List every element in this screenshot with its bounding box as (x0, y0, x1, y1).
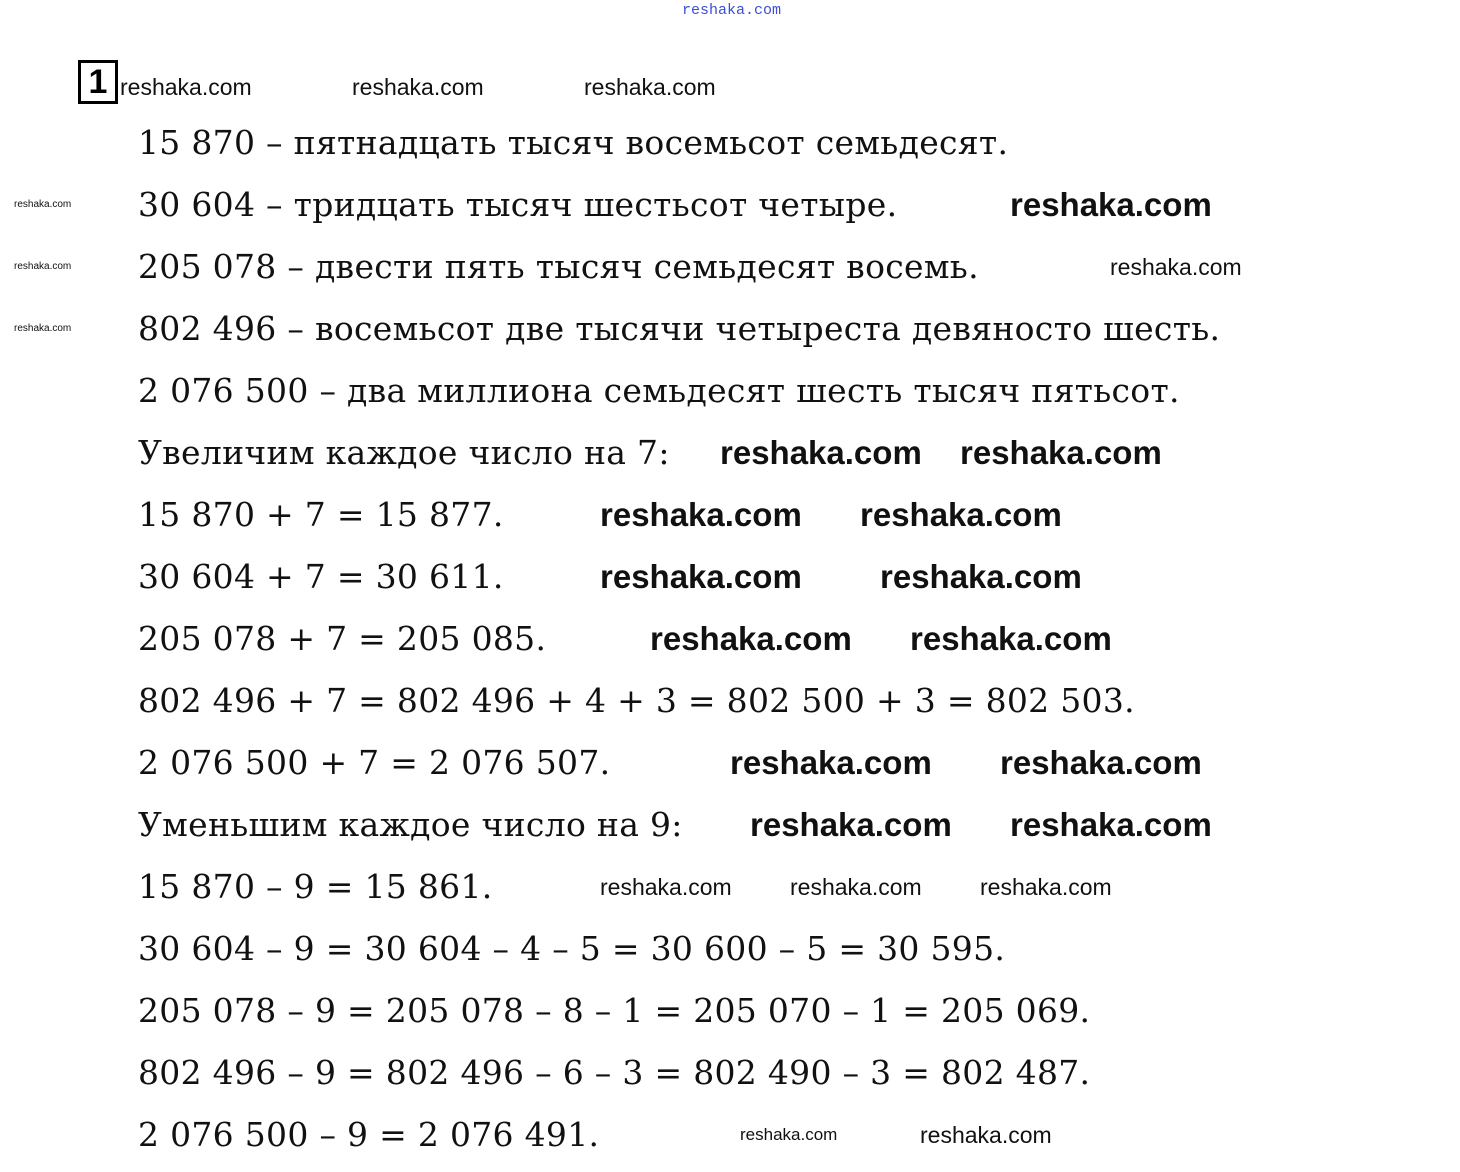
equation-line: 15 870 + 7 = 15 877. (138, 495, 504, 534)
watermark: reshaka.com (650, 620, 852, 657)
equation-line: 15 870 – 9 = 15 861. (138, 867, 493, 906)
text-line: 15 870 – пятнадцать тысяч восемьсот семьдесят. (138, 123, 1009, 162)
section-heading: Увеличим каждое число на 7: (138, 433, 670, 472)
watermark: reshaka.com (584, 74, 716, 100)
watermark: reshaka.com (120, 74, 252, 100)
watermark: reshaka.com (720, 434, 922, 471)
watermark: reshaka.com (910, 620, 1112, 657)
equation-line: 30 604 + 7 = 30 611. (138, 557, 504, 596)
equation-line: 802 496 + 7 = 802 496 + 4 + 3 = 802 500 + 3 = 802 503. (138, 681, 1135, 720)
watermark: reshaka.com (880, 558, 1082, 595)
watermark: reshaka.com (682, 2, 782, 19)
text-line: 2 076 500 – два миллиона семьдесят шесть тысяч пятьсот. (138, 371, 1180, 410)
watermark: reshaka.com (980, 874, 1112, 900)
equation-line: 802 496 – 9 = 802 496 – 6 – 3 = 802 490 – 3 = 802 487. (138, 1053, 1091, 1092)
text-line: 30 604 – тридцать тысяч шестьсот четыре. (138, 185, 898, 224)
watermark: reshaka.com (14, 323, 72, 334)
watermark: reshaka.com (1010, 806, 1212, 843)
watermark: reshaka.com (730, 744, 932, 781)
equation-line: 30 604 – 9 = 30 604 – 4 – 5 = 30 600 – 5 = 30 595. (138, 929, 1006, 968)
watermark: reshaka.com (1110, 254, 1242, 280)
watermark: reshaka.com (352, 74, 484, 100)
watermark: reshaka.com (750, 806, 952, 843)
watermark: reshaka.com (790, 874, 922, 900)
watermark: reshaka.com (600, 874, 732, 900)
section-heading: Уменьшим каждое число на 9: (138, 805, 683, 844)
watermark: reshaka.com (740, 1125, 838, 1144)
watermark: reshaka.com (600, 496, 802, 533)
watermark: reshaka.com (1000, 744, 1202, 781)
watermark: reshaka.com (600, 558, 802, 595)
watermark: reshaka.com (14, 261, 72, 272)
equation-line: 205 078 – 9 = 205 078 – 8 – 1 = 205 070 – 1 = 205 069. (138, 991, 1091, 1030)
watermark: reshaka.com (860, 496, 1062, 533)
watermark: reshaka.com (960, 434, 1162, 471)
equation-line: 2 076 500 + 7 = 2 076 507. (138, 743, 611, 782)
text-line: 205 078 – двести пять тысяч семьдесят восемь. (138, 247, 979, 286)
text-line: 802 496 – восемьсот две тысячи четыреста девяносто шесть. (138, 309, 1221, 348)
watermark: reshaka.com (14, 199, 72, 210)
task-number: 1 (78, 60, 118, 104)
equation-line: 2 076 500 – 9 = 2 076 491. (138, 1115, 600, 1154)
equation-line: 205 078 + 7 = 205 085. (138, 619, 547, 658)
watermark: reshaka.com (920, 1122, 1052, 1148)
watermark: reshaka.com (1010, 186, 1212, 223)
